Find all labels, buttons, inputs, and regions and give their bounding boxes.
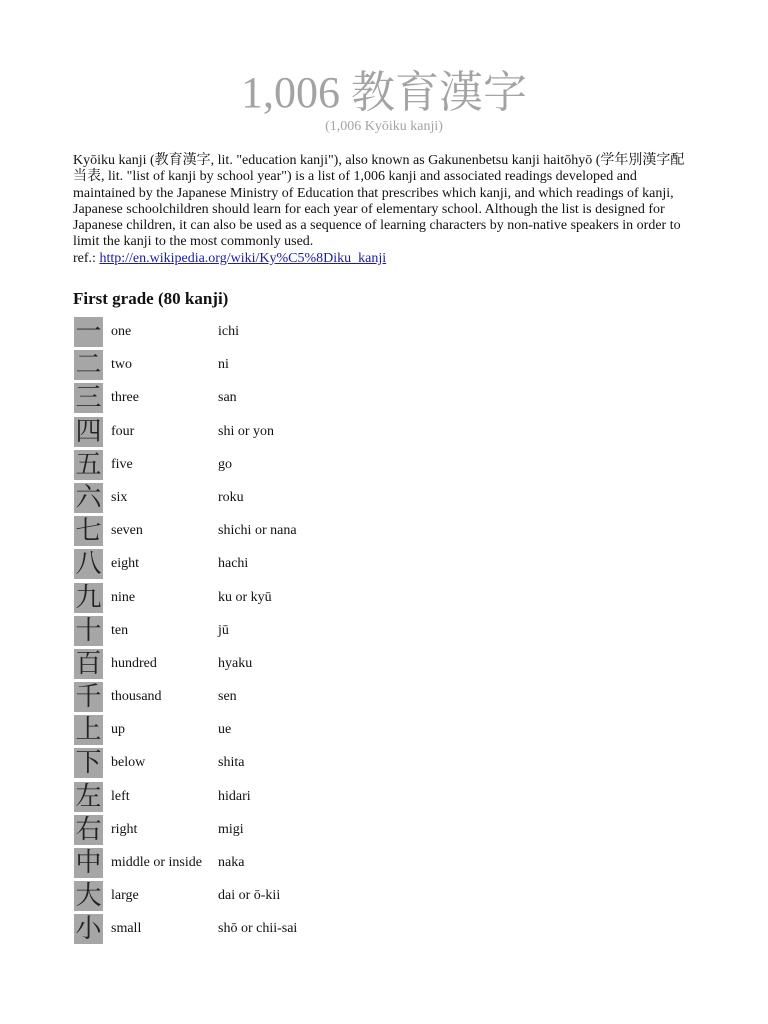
kanji-reading: hyaku xyxy=(218,655,253,671)
kanji-row xyxy=(74,349,494,382)
kanji-list xyxy=(74,316,494,947)
kanji-reading: roku xyxy=(218,489,244,505)
kanji-meaning: hundred xyxy=(111,655,157,671)
intro-text: Kyōiku kanji (教育漢字, lit. "education kanji"), also known as Gakunenbetsu kanji haitōhyō (学年別漢字配当表, lit. "list of kanji by school year") is a list of 1,006 kanji and associated readings developed and maintained by the Japanese Ministry of Education that prescribes which kanji, and which readings of kanji, Japanese schoolchildren should learn for each year of elementary school. Although the list is designed for Japanese children, it can also be used as a sequence of learning characters by non-native speakers in order to limit the kanji to the most commonly used. xyxy=(73,153,685,250)
kanji-glyph: 小 xyxy=(75,914,102,945)
kanji-reading: shi or yon xyxy=(218,423,274,439)
kanji-row xyxy=(74,781,494,814)
kanji-glyph: 六 xyxy=(75,482,102,513)
kanji-glyph: 三 xyxy=(75,383,102,414)
kanji-reading: ue xyxy=(218,722,232,738)
kanji-meaning: four xyxy=(111,423,135,439)
kanji-glyph: 上 xyxy=(75,715,102,746)
kanji-meaning: left xyxy=(111,788,130,804)
kanji-row xyxy=(74,515,494,548)
kanji-glyph: 中 xyxy=(75,848,102,878)
kanji-row xyxy=(74,449,494,482)
kanji-row xyxy=(74,316,494,349)
kanji-reading: jū xyxy=(218,622,229,638)
kanji-meaning: one xyxy=(111,324,132,339)
kanji-row xyxy=(74,681,494,714)
kanji-meaning: middle or inside xyxy=(111,855,202,870)
kanji-glyph: 左 xyxy=(75,781,102,812)
kanji-glyph: 百 xyxy=(75,648,102,679)
kanji-glyph: 七 xyxy=(75,516,102,547)
kanji-row xyxy=(74,913,494,946)
kanji-meaning: up xyxy=(111,722,125,738)
kanji-reading: san xyxy=(218,390,237,406)
kanji-reading: hidari xyxy=(218,788,251,804)
kanji-reading: migi xyxy=(218,821,244,837)
kanji-glyph: 十 xyxy=(75,615,102,646)
page-title: 1,006 教育漢字 xyxy=(241,68,527,117)
kanji-meaning: eight xyxy=(111,556,139,572)
ref-label: ref.: xyxy=(73,250,100,266)
kanji-reading: ichi xyxy=(218,324,239,339)
section-heading: First grade (80 kanji) xyxy=(73,289,229,308)
kanji-row xyxy=(74,482,494,515)
kanji-row xyxy=(74,847,494,880)
kanji-reading: shō or chii-sai xyxy=(218,921,298,937)
kanji-row xyxy=(74,382,494,415)
kanji-glyph: 五 xyxy=(75,449,102,480)
kanji-reading: dai or ō-kii xyxy=(218,888,281,904)
kanji-reading: ni xyxy=(218,357,229,373)
kanji-meaning: small xyxy=(111,921,142,937)
kanji-meaning: six xyxy=(111,489,128,505)
kanji-row xyxy=(74,648,494,681)
kanji-reading: sen xyxy=(218,689,237,705)
kanji-meaning: seven xyxy=(111,523,143,539)
kanji-row xyxy=(74,747,494,780)
wikipedia-ref-link[interactable]: http://en.wikipedia.org/wiki/Ky%C5%8Diku_kanji xyxy=(99,250,387,266)
kanji-meaning: five xyxy=(111,456,133,472)
kanji-glyph: 二 xyxy=(75,350,102,381)
kanji-row xyxy=(74,880,494,913)
kanji-reading: naka xyxy=(218,855,245,870)
kanji-meaning: thousand xyxy=(111,689,162,705)
kanji-glyph: 大 xyxy=(75,881,102,912)
kanji-row xyxy=(74,548,494,581)
kanji-reading: hachi xyxy=(218,556,249,572)
kanji-meaning: nine xyxy=(111,589,136,605)
kanji-meaning: large xyxy=(111,888,139,904)
kanji-reading: go xyxy=(218,456,232,472)
kanji-glyph: 右 xyxy=(75,814,102,845)
kanji-glyph: 一 xyxy=(75,317,102,347)
kanji-glyph: 四 xyxy=(75,416,102,447)
kanji-meaning: right xyxy=(111,821,138,837)
kanji-meaning: two xyxy=(111,357,132,373)
kanji-glyph: 下 xyxy=(75,748,102,779)
kanji-reading: ku or kyū xyxy=(218,589,272,605)
kanji-reading: shichi or nana xyxy=(218,523,297,539)
kanji-glyph: 九 xyxy=(75,582,102,613)
page-subtitle: (1,006 Kyōiku kanji) xyxy=(325,119,443,134)
kanji-row xyxy=(74,582,494,615)
intro-paragraph xyxy=(73,153,698,267)
kanji-glyph: 千 xyxy=(75,682,102,713)
kanji-meaning: ten xyxy=(111,622,129,638)
kanji-row xyxy=(74,615,494,648)
kanji-row xyxy=(74,814,494,847)
kanji-meaning: three xyxy=(111,390,139,406)
kanji-reading: shita xyxy=(218,755,245,771)
kanji-row xyxy=(74,714,494,747)
kanji-glyph: 八 xyxy=(75,549,102,580)
kanji-meaning: below xyxy=(111,755,146,771)
kanji-row xyxy=(74,416,494,449)
